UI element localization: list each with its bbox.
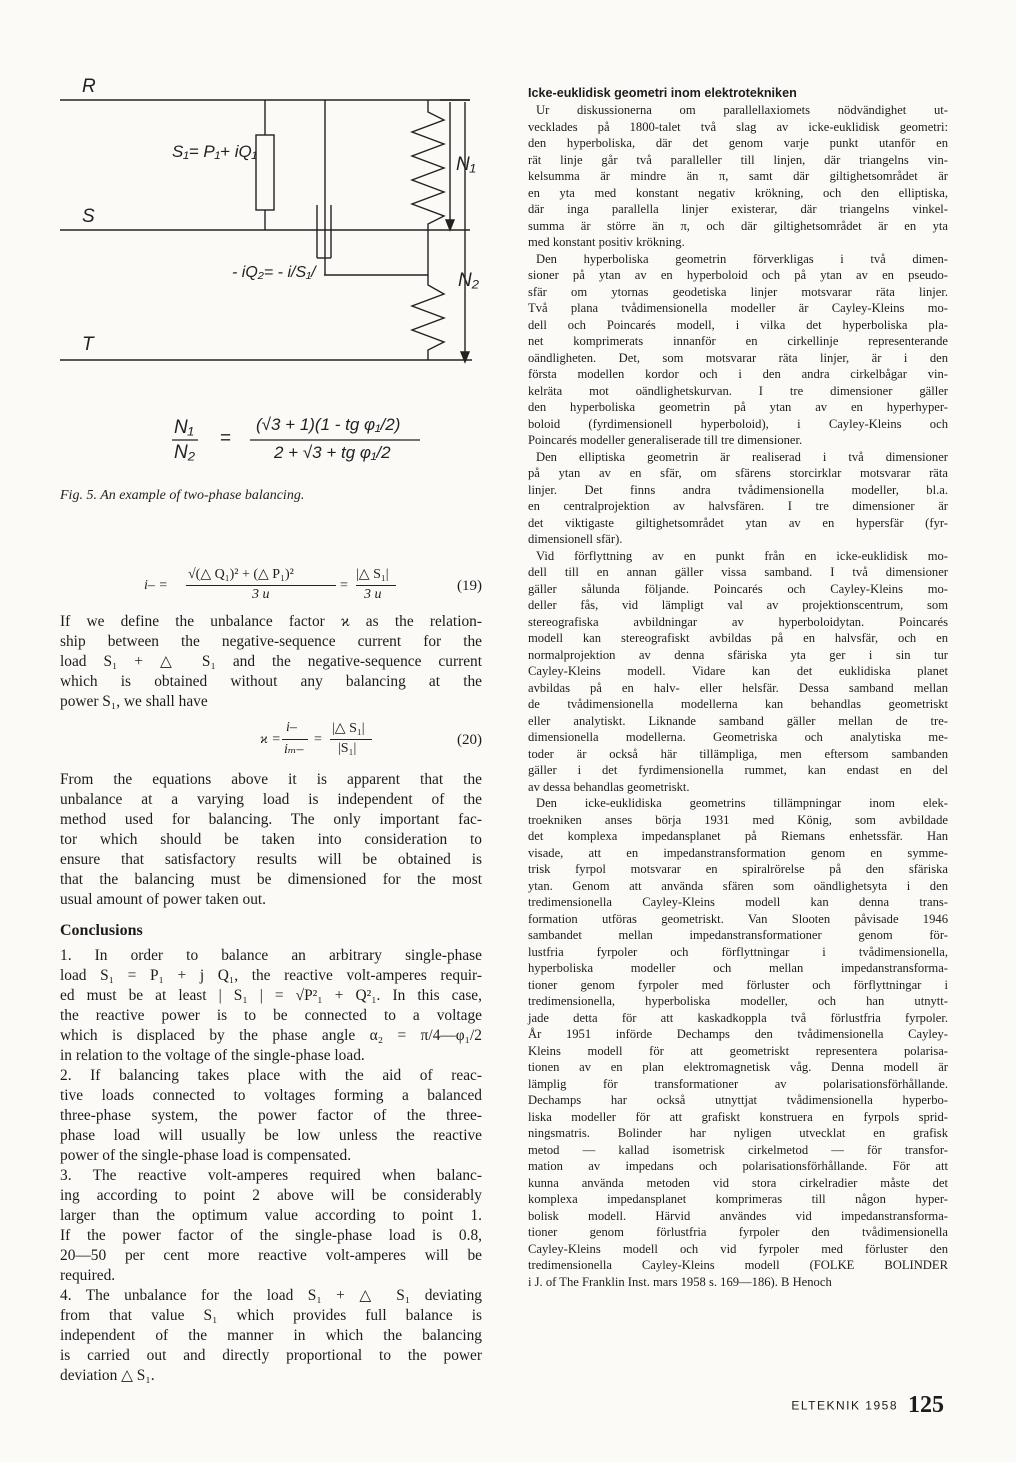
text-line: independent of the manner in which the balancing bbox=[60, 1327, 482, 1344]
text-line: avbildas på en halv- eller helsfär. Dessa samband mellan bbox=[528, 680, 948, 695]
text-line: jade detta för att kaskadkoppla två förlustfria fyrpoler. bbox=[528, 1010, 948, 1025]
eq19-denominator-1: 3 u bbox=[252, 587, 270, 602]
text-line: Cayley-Kleins modell och vid fyrpoler med förluster den bbox=[528, 1241, 948, 1256]
page-number: 125 bbox=[908, 1392, 944, 1418]
text-line: dell till en annan gäller vissa samband. I två dimensioner bbox=[528, 565, 948, 579]
text-line: trisk fyrpol motsvarar en spiralrörelse på den sfäriska bbox=[528, 862, 948, 876]
text-line: toder är också här tillämpliga, men eftersom sambanden bbox=[528, 746, 948, 761]
eq20-denominator-1: iₘ– bbox=[284, 742, 304, 757]
equation-19 bbox=[60, 568, 482, 608]
text-line: If the power factor of the single-phase load is 0.8, bbox=[60, 1227, 482, 1244]
text-line: the reactive power is to be connected to a voltage bbox=[60, 1007, 482, 1024]
text-line: lustfria fyrpoler och förflyttningar i tvådimensionella, bbox=[528, 944, 948, 959]
text-line: Vid förflyttning av en punkt från en icke-euklidisk mo- bbox=[536, 548, 948, 563]
text-line: på ytan av en sfär, om sfärens storcirklar motsvarar räta bbox=[528, 466, 948, 480]
text-line: med konstant positiv krökning. bbox=[528, 235, 685, 249]
paragraph-unbalance-definition bbox=[60, 612, 482, 712]
eq20-bar-1 bbox=[282, 739, 308, 740]
text-line: kelräta mot oändlighetskurvan. I tre dimensioner gäller bbox=[528, 383, 948, 398]
text-line: rät linje går två paralleller till linjen, där triangelns vin- bbox=[528, 152, 948, 167]
text-line: komplexa impedansplanet komprimeras till någon hyper- bbox=[528, 1192, 948, 1206]
conclusions-heading: Conclusions bbox=[60, 922, 143, 939]
eq19-numerator-2: |△ S₁| bbox=[356, 567, 389, 582]
text-line: sioner på ytan av en hyperboloid och på ytan av en pseudo- bbox=[528, 268, 948, 282]
text-line: i J. of The Franklin Inst. mars 1958 s. 169—186). B Henoch bbox=[528, 1274, 832, 1289]
ratio-rhs-bottom: 2 + √3 + tg φ₁/2 bbox=[274, 443, 391, 462]
text-line: Dechamps har också utnyttjat tvådimensionella hyperbo- bbox=[528, 1093, 948, 1107]
bus-label-t: T bbox=[82, 334, 94, 355]
text-line: gäller i det fyrdimensionella rummet, kan endast en del bbox=[528, 763, 948, 777]
text-line: Ur diskussionerna om parallellaxiomets nödvändighet ut- bbox=[536, 103, 948, 117]
conclusion-3 bbox=[60, 1166, 482, 1286]
winding-label-n2: N₂ bbox=[458, 270, 479, 291]
text-line: normalprojektion av denna sfäriska yta ger i sin tur bbox=[528, 647, 948, 662]
eq20-equals: = bbox=[314, 732, 322, 747]
text-line: sambandet mellan impedanstransformationer genom för- bbox=[528, 928, 948, 942]
eq20-denominator-2: |S₁| bbox=[338, 741, 357, 756]
text-line: kelsumma är mindre än π, samt där giltighetsområdet är bbox=[528, 169, 948, 183]
text-line: which is displaced by the phase angle α₂ = π/4—φ₁/2 bbox=[60, 1027, 482, 1044]
text-line: ing according to point 2 above will be considerably bbox=[60, 1187, 482, 1204]
bus-label-r: R bbox=[82, 76, 96, 97]
eq19-equals: = bbox=[340, 578, 348, 593]
eq19-numerator-1: √(△ Q₁)² + (△ P₁)² bbox=[188, 567, 294, 582]
eq20-lhs: ϰ = bbox=[260, 732, 281, 747]
text-line: det komplexa impedansplanet på Riemans enhetssfär. Han bbox=[528, 829, 948, 843]
text-line: load S₁ = P₁ + j Q₁, the reactive volt-amperes requir- bbox=[60, 967, 482, 984]
eq19-bar-2 bbox=[356, 585, 396, 586]
ratio-lhs-bottom: N₂ bbox=[174, 442, 195, 463]
text-line: linjer. Det finns andra tvådimensionella modeller, bl.a. bbox=[528, 482, 948, 497]
paragraph-equations-conclusion bbox=[60, 770, 482, 910]
text-line: dell och Poincarés modell, i vilka det hyperboliska pla- bbox=[528, 317, 948, 332]
text-line: ship between the negative-sequence current for the bbox=[60, 633, 482, 650]
text-line: dimensionell sfär). bbox=[528, 532, 623, 546]
text-line: liska modeller för att grafiskt konstruera en fyrpols sprid- bbox=[528, 1109, 948, 1124]
text-line: visade, att en impedanstransformation genom en symme- bbox=[528, 845, 948, 860]
text-line: deller fås, vid lämpligt val av projektionscentrum, som bbox=[528, 598, 948, 612]
text-line: de tvådimensionella modellerna kan behandlas geometriskt bbox=[528, 697, 948, 711]
right-column bbox=[528, 84, 948, 1290]
text-line: Den elliptiska geometrin är realiserad i två dimensioner bbox=[536, 449, 948, 464]
text-line: en centralprojektion av halvsfären. I tre dimensioner är bbox=[528, 499, 948, 513]
text-line: method used for balancing. The only important fac- bbox=[60, 811, 482, 828]
text-line: power of the single-phase load is compensated. bbox=[60, 1147, 352, 1164]
page-footer bbox=[791, 1392, 944, 1419]
conclusion-4 bbox=[60, 1286, 482, 1386]
text-line: unbalance at a varying load is independent of the bbox=[60, 791, 482, 808]
text-line: tredimensionella Cayley-Kleins modell kan denna trans- bbox=[528, 895, 948, 909]
text-line: tionen av en plan elektromagnetisk våg. Denna modell är bbox=[528, 1060, 948, 1074]
eq19-bar-1 bbox=[186, 585, 336, 586]
bus-label-s: S bbox=[82, 206, 95, 227]
text-line: power S₁, we shall have bbox=[60, 693, 208, 710]
conclusion-2 bbox=[60, 1066, 482, 1166]
article-paragraph bbox=[528, 449, 948, 548]
text-line: dimensionella modellerna. Geometriska och analytiska me- bbox=[528, 730, 948, 744]
article-paragraph bbox=[528, 102, 948, 251]
text-line: Den hyperboliska geometrin förverkligas i två dimen- bbox=[536, 251, 948, 266]
text-line: boloid (fyrdimensionell hyperboloid), i Cayley-Kleins och bbox=[528, 416, 948, 431]
text-line: 3. The reactive volt-amperes required when balanc- bbox=[60, 1167, 482, 1184]
text-line: that the balancing must be dimensioned for the most bbox=[60, 871, 482, 888]
text-line: en yta med konstant negativ krökning, och den elliptiska, bbox=[528, 185, 948, 200]
text-line: oändligheten. Det, som motsvarar räta linjer, är i den bbox=[528, 350, 948, 365]
text-line: If we define the unbalance factor ϰ as the relation- bbox=[60, 613, 482, 630]
circuit-diagram bbox=[60, 70, 482, 520]
text-line: usual amount of power taken out. bbox=[60, 891, 267, 908]
text-line: ningsmatris. Bolinder har nyligen utvecklat en grafisk bbox=[528, 1126, 948, 1140]
ratio-rhs-top: (√3 + 1)(1 - tg φ₁/2) bbox=[256, 415, 401, 434]
text-line: 2. If balancing takes place with the aid of reac- bbox=[60, 1067, 482, 1084]
eq20-numerator-2: |△ S₁| bbox=[332, 721, 365, 736]
text-line: modell kan stereografiskt avbildas på en halvsfär, och en bbox=[528, 631, 948, 645]
text-line: metod — kallad isometrisk cirkelmetod — för transfor- bbox=[528, 1142, 948, 1157]
magazine-name: ELTEKNIK 1958 bbox=[791, 1398, 898, 1413]
article-heading: Icke-euklidisk geometri inom elektrotekniken bbox=[528, 86, 797, 100]
text-line: ytan. Genom att använda sfären som oändlighetsyta i den bbox=[528, 878, 948, 893]
eq19-denominator-2: 3 u bbox=[364, 587, 382, 602]
text-line: three-phase system, the power factor of the three- bbox=[60, 1107, 482, 1124]
text-line: is carried out and directly proportional to the power bbox=[60, 1347, 482, 1364]
text-line: 1. In order to balance an arbitrary single-phase bbox=[60, 947, 482, 964]
text-line: formation utföras geometriskt. Van Slooten påvisade 1946 bbox=[528, 911, 948, 926]
text-line: summa är större än π, och där giltighetsområdet är en yta bbox=[528, 218, 948, 233]
text-line: Två plana tvådimensionella modeller är Cayley-Kleins mo- bbox=[528, 301, 948, 315]
eq19-number: (19) bbox=[457, 578, 482, 594]
text-line: larger than the optimum value according to point 1. bbox=[60, 1207, 482, 1224]
text-line: gäller sålunda följande. Poincarés och Cayley-Kleins mo- bbox=[528, 581, 948, 596]
text-line: tredimensionella Cayley-Kleins modell (FOLKE BOLINDER bbox=[528, 1258, 948, 1272]
article-body bbox=[528, 102, 948, 1290]
eq19-lhs: i– = bbox=[144, 578, 168, 593]
text-line: ensure that satisfactory results will be obtained is bbox=[60, 851, 482, 868]
eq20-numerator-1: i– bbox=[286, 720, 297, 735]
text-line: eller analytiskt. Liknande samband gäller mellan de tre- bbox=[528, 713, 948, 728]
text-line: required. bbox=[60, 1267, 116, 1284]
text-line: tioner genom förlustfria fyrpoler den tvådimensionella bbox=[528, 1225, 948, 1239]
article-paragraph bbox=[528, 548, 948, 796]
text-line: troekniken anses börja 1931 med König, som avbildade bbox=[528, 812, 948, 827]
text-line: deviation △ S₁. bbox=[60, 1367, 155, 1384]
conclusion-1 bbox=[60, 946, 482, 1066]
ratio-lhs-top: N₁ bbox=[174, 417, 194, 438]
text-line: lämplig för transformationer av polarisationsförhållande. bbox=[528, 1076, 948, 1091]
text-line: mation av impedans och polarisationsförhållande. För att bbox=[528, 1159, 948, 1173]
text-line: which is obtained without any balancing at the bbox=[60, 673, 482, 690]
eq20-number: (20) bbox=[457, 732, 482, 748]
article-paragraph bbox=[528, 251, 948, 449]
equation-20 bbox=[60, 720, 482, 762]
text-line: in relation to the voltage of the single-phase load. bbox=[60, 1047, 365, 1064]
text-line: den hyperboliska geometrin på ytan av en hyperhyper- bbox=[528, 400, 948, 414]
text-line: tredimensionella, hyperboliska modeller, och han utnytt- bbox=[528, 994, 948, 1008]
text-line: tor which should be taken into consideration to bbox=[60, 831, 482, 848]
text-line: bolisk modell. Härvid användes vid impedanstransforma- bbox=[528, 1208, 948, 1223]
text-line: den hyperboliska, där det genom varje punkt utanför en bbox=[528, 136, 948, 150]
figure-caption: Fig. 5. An example of two-phase balancing. bbox=[60, 488, 305, 503]
winding-label-n1: N₁ bbox=[456, 154, 476, 175]
text-line: kunna använda metoden vid stora cirkelradier måste det bbox=[528, 1175, 948, 1190]
text-line: ed must be at least | S₁ | = √P²₁ + Q²₁. In this case, bbox=[60, 987, 482, 1004]
text-line: Kleins modell för att geometriskt representera polarisa- bbox=[528, 1043, 948, 1058]
text-line: net komprimerats innanför en cirkellinje representerande bbox=[528, 334, 948, 348]
text-line: vecklades på 1800-talet två slag av icke-euklidisk geometri: bbox=[528, 119, 948, 134]
ratio-equals: = bbox=[220, 428, 232, 449]
text-line: Den icke-euklidiska geometrins tillämpningar inom elek- bbox=[536, 796, 948, 810]
text-line: Poincarés modeller generaliserade till tre dimensioner. bbox=[528, 433, 803, 447]
text-line: From the equations above it is apparent that the bbox=[60, 771, 482, 788]
text-line: hyperboliska modeller och mellan impedanstransforma- bbox=[528, 961, 948, 975]
text-line: 20—50 per cent more reactive volt-amperes will be bbox=[60, 1247, 482, 1264]
text-line: phase load will usually be low unless the reactive bbox=[60, 1127, 482, 1144]
article-paragraph bbox=[528, 795, 948, 1290]
capacitor-label: - iQ₂= - i/S₁/ bbox=[232, 264, 316, 281]
text-line: där inga parallella linjer existerar, där triangelns vinkel- bbox=[528, 202, 948, 216]
eq20-bar-2 bbox=[330, 739, 372, 740]
text-line: sfär om ytornas geodetiska linjer motsvarar räta linjer. bbox=[528, 284, 948, 299]
text-line: tioner genom fyrpoler med förluster och förflyttningar i bbox=[528, 977, 948, 992]
text-line: År 1951 införde Dechamps den tvådimensionella Cayley- bbox=[528, 1027, 948, 1041]
text-line: av dessa behandlas geometriskt. bbox=[528, 779, 690, 794]
impedance-label: S₁= P₁+ iQ₁ bbox=[172, 142, 258, 161]
text-line: det viktigaste giltighetsområdet ytan av en hypersfär (fyr- bbox=[528, 515, 948, 530]
text-line: stereografiska avbildningar av hyperboloidytan. Poincarés bbox=[528, 614, 948, 629]
text-line: 4. The unbalance for the load S₁ + △ S₁ deviating bbox=[60, 1287, 482, 1304]
text-line: Cayley-Kleins modell. Vidare kan det euklidiska planet bbox=[528, 664, 948, 678]
text-line: tive loads connected to voltages forming a balanced bbox=[60, 1087, 482, 1104]
text-line: from that value S₁ which provides full balance is bbox=[60, 1307, 482, 1324]
text-line: load S₁ + △ S₁ and the negative-sequence current bbox=[60, 653, 482, 670]
text-line: första modellen kordor och i den andra cirkelbågar vin- bbox=[528, 367, 948, 381]
